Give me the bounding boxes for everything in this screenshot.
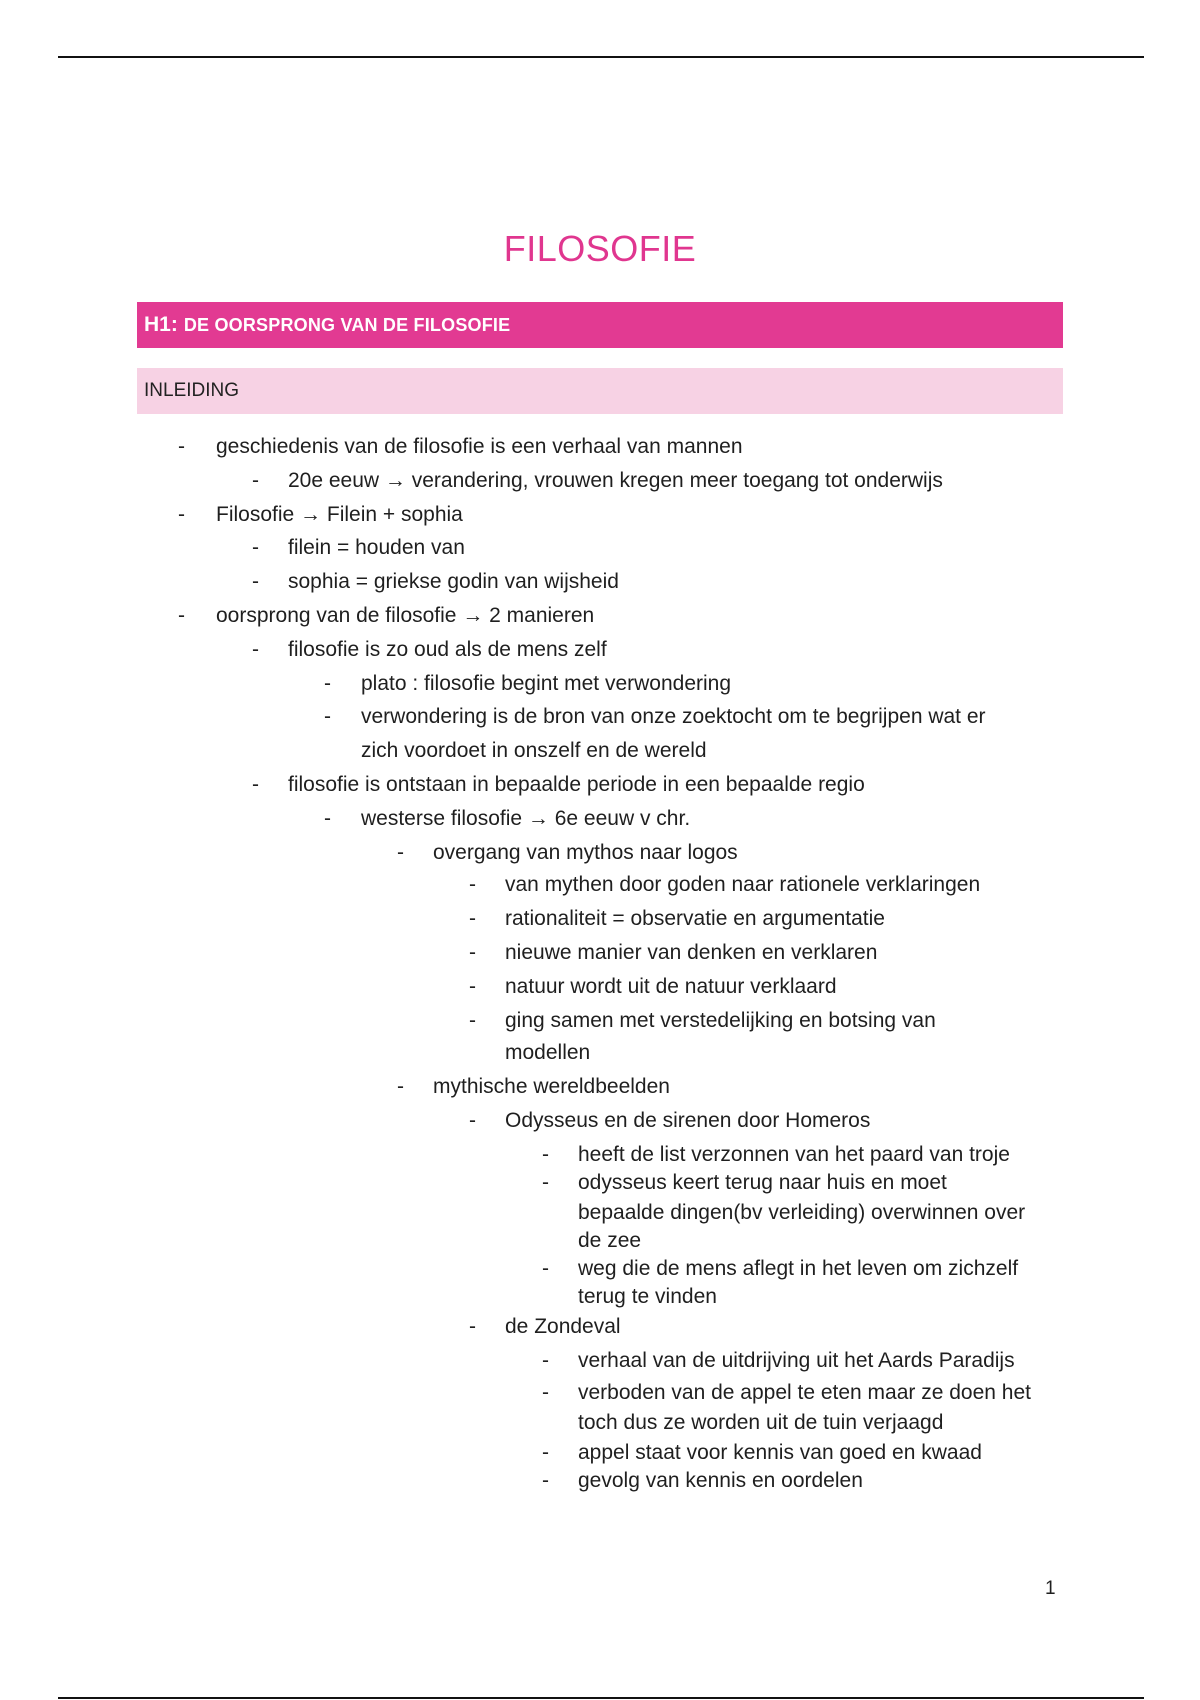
list-item-text: appel staat voor kennis van goed en kwaad xyxy=(578,1441,982,1464)
bullet-dash: - xyxy=(542,1381,549,1404)
list-item-text: overgang van mythos naar logos xyxy=(433,841,738,864)
list-item-text: zich voordoet in onszelf en de wereld xyxy=(361,739,707,762)
list-item-text: geschiedenis van de filosofie is een verhaal van mannen xyxy=(216,435,743,458)
list-item-text: Filosofie → Filein + sophia xyxy=(216,503,463,526)
list-item-text: nieuwe manier van denken en verklaren xyxy=(505,941,878,964)
list-item-text: gevolg van kennis en oordelen xyxy=(578,1469,863,1492)
list-item-text: verboden van de appel te eten maar ze doen het xyxy=(578,1381,1031,1404)
list-item-text: oorsprong van de filosofie → 2 manieren xyxy=(216,604,595,627)
list-item-text: verwondering is de bron van onze zoektocht om te begrijpen wat er xyxy=(361,705,986,728)
bullet-dash: - xyxy=(324,807,331,830)
bullet-dash: - xyxy=(542,1441,549,1464)
bullet-dash: - xyxy=(469,1315,476,1338)
list-item-text: de zee xyxy=(578,1229,642,1252)
bullet-dash: - xyxy=(178,435,185,458)
list-item-text: ging samen met verstedelijking en botsing van xyxy=(505,1009,936,1032)
bullet-dash: - xyxy=(252,536,259,559)
bullet-dash: - xyxy=(324,705,331,728)
bullet-dash: - xyxy=(397,841,404,864)
bullet-dash: - xyxy=(469,1009,476,1032)
bullet-dash: - xyxy=(324,672,331,695)
list-item-text: bepaalde dingen(bv verleiding) overwinnen over xyxy=(578,1201,1026,1224)
bullet-dash: - xyxy=(542,1349,549,1372)
bullet-dash: - xyxy=(252,773,259,796)
bullet-dash: - xyxy=(252,469,259,492)
list-item-text: heeft de list verzonnen van het paard van troje xyxy=(578,1143,1010,1166)
bullet-dash: - xyxy=(469,1109,476,1132)
list-item-text: toch dus ze worden uit de tuin verjaagd xyxy=(578,1411,944,1434)
chapter-number: H1: xyxy=(144,313,178,336)
bullet-dash: - xyxy=(542,1257,549,1280)
list-item-text: weg die de mens aflegt in het leven om zichzelf xyxy=(578,1257,1019,1280)
list-item-text: odysseus keert terug naar huis en moet xyxy=(578,1171,947,1194)
bullet-dash: - xyxy=(469,975,476,998)
list-item-text: 20e eeuw → verandering, vrouwen kregen meer toegang tot onderwijs xyxy=(288,469,943,492)
list-item-text: de Zondeval xyxy=(505,1315,621,1338)
chapter-title: DE OORSPRONG VAN DE FILOSOFIE xyxy=(183,314,511,335)
page-number: 1 xyxy=(1045,1578,1056,1599)
list-item-text: filosofie is zo oud als de mens zelf xyxy=(288,638,607,661)
chapter-heading xyxy=(137,302,1063,348)
bullet-dash: - xyxy=(542,1143,549,1166)
list-item-text: filein = houden van xyxy=(288,536,465,559)
list-item-text: terug te vinden xyxy=(578,1285,717,1308)
list-item-text: rationaliteit = observatie en argumentatie xyxy=(505,907,885,930)
top-rule xyxy=(58,56,1144,58)
list-item-text: sophia = griekse godin van wijsheid xyxy=(288,570,619,593)
bullet-dash: - xyxy=(252,638,259,661)
bottom-rule xyxy=(58,1697,1144,1699)
list-item-text: modellen xyxy=(505,1041,591,1064)
list-item-text: westerse filosofie → 6e eeuw v chr. xyxy=(361,807,691,830)
list-item-text: Odysseus en de sirenen door Homeros xyxy=(505,1109,871,1132)
bullet-dash: - xyxy=(542,1171,549,1194)
bullet-dash: - xyxy=(542,1469,549,1492)
bullet-dash: - xyxy=(469,873,476,896)
section-heading: INLEIDING xyxy=(137,368,1063,414)
bullet-dash: - xyxy=(178,604,185,627)
bullet-dash: - xyxy=(469,907,476,930)
list-item-text: filosofie is ontstaan in bepaalde periode in een bepaalde regio xyxy=(288,773,865,796)
bullet-dash: - xyxy=(469,941,476,964)
list-item-text: van mythen door goden naar rationele verklaringen xyxy=(505,873,981,896)
bullet-dash: - xyxy=(397,1075,404,1098)
list-item-text: plato : filosofie begint met verwondering xyxy=(361,672,732,695)
document-title: FILOSOFIE xyxy=(503,228,697,269)
list-item-text: mythische wereldbeelden xyxy=(433,1075,670,1098)
bullet-dash: - xyxy=(252,570,259,593)
list-item-text: natuur wordt uit de natuur verklaard xyxy=(505,975,837,998)
bullet-dash: - xyxy=(178,503,185,526)
list-item-text: verhaal van de uitdrijving uit het Aards Paradijs xyxy=(578,1349,1015,1372)
